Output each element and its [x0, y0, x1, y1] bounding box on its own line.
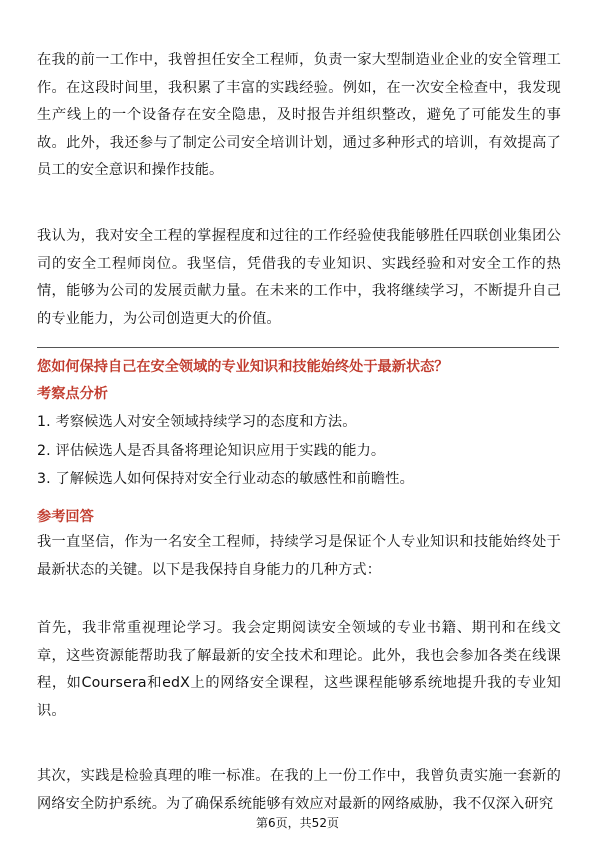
interview-question: 您如何保持自己在安全领域的专业知识和技能始终处于最新状态？ [37, 359, 449, 375]
list-item: 1. 考察候选人对安全领域持续学习的态度和方法。 [37, 414, 357, 430]
page-number: 第6页，共52页 [256, 816, 339, 830]
answer-intro-paragraph: 我一直坚信，作为一名安全工程师，持续学习是保证个人专业知识和技能始终处于最新状态的关键。以下是我保持自身能力的几种方式： [37, 534, 561, 578]
analysis-list [37, 408, 561, 494]
list-item: 2. 评估候选人是否具备将理论知识应用于实践的能力。 [37, 442, 386, 459]
section-divider [37, 347, 559, 348]
answer-first-paragraph: 首先，我非常重视理论学习。我会定期阅读安全领域的专业书籍、期刊和在线文章，这些资源能帮助我了解最新的安全技术和理论。此外，我也会参加各类在线课程，如Coursera和edX上的网络安全课程，这些课程能够系统地提升我的专业知识。 [37, 620, 561, 719]
experience-paragraph: 在我的前一工作中，我曾担任安全工程师，负责一家大型制造业企业的安全管理工作。在这段时间里，我积累了丰富的实践经验。例如，在一次安全检查中，我发现生产线上的一个设备存在安全隐患，及时报告并组织整改，避免了可能发生的事故。此外，我还参与了制定公司安全培训计划，通过多种形式的培训，有效提高了员工的安全意识和操作技能。 [37, 52, 561, 178]
qualification-paragraph: 我认为，我对安全工程的掌握程度和过往的工作经验使我能够胜任四联创业集团公司的安全工程师岗位。我坚信，凭借我的专业知识、实践经验和对安全工作的热情，能够为公司的发展贡献力量。在未来的工作中，我将继续学习，不断提升自己的专业能力，为公司创造更大的价值。 [37, 228, 561, 327]
answer-second-paragraph: 其次，实践是检验真理的唯一标准。在我的上一份工作中，我曾负责实施一套新的网络安全防护系统。为了确保系统能够有效应对最新的网络威胁，我不仅深入研究 [37, 768, 561, 812]
answer-heading: 参考回答 [37, 509, 94, 525]
analysis-heading: 考察点分析 [37, 386, 108, 402]
list-item: 3. 了解候选人如何保持对安全行业动态的敏感性和前瞻性。 [37, 471, 414, 487]
